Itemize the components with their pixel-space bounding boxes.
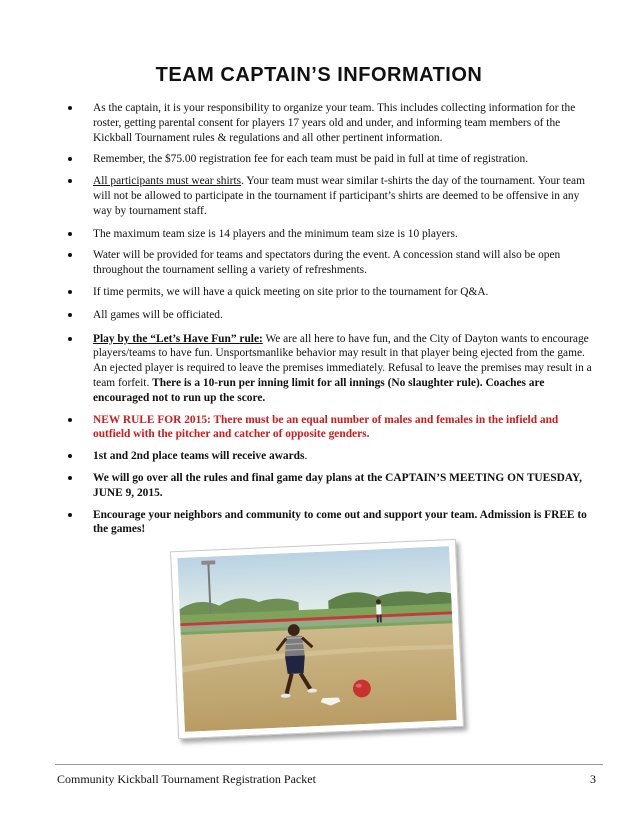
bullet-text: As the captain, it is your responsibility to organize your team. This includes collecting information for the roster, getting parental consent for players 17 years old and under, and informing team members of the Kickball Tournament rules & regulations and all other pertinent information.	[93, 102, 576, 144]
new-rule-text: NEW RULE FOR 2015: There must be an equal number of males and females in the infield and outfield with the pitcher and catcher of opposite genders.	[93, 413, 559, 441]
footer-rule	[55, 764, 603, 765]
bullet-text: If time permits, we will have a quick meeting on site prior to the tournament for Q&A.	[93, 285, 489, 298]
bullet-text: We are all here to have fun, and the City of Dayton wants to encourage players/teams to have fun. Unsportsmanlike behavior may result in that player being ejected from the game. An ejected player is required to leave the premises immediately. Refusal to leave the premises may result in a team forfeit.	[93, 332, 592, 389]
footer-text: Community Kickball Tournament Registration Packet	[57, 772, 316, 786]
bullet-text: . Your team must wear similar t-shirts the day of the tournament. Your team will not be allowed to participate in the tournament if participant’s shirts are deemed to be offensive in any way by tournament staff.	[93, 175, 585, 217]
list-item	[62, 449, 598, 464]
bullet-text: All games will be officiated.	[93, 308, 223, 321]
shirts-requirement: All participants must wear shirts	[93, 175, 242, 188]
run-limit-text: There is a 10-run per inning limit for all innings (No slaughter rule). Coaches are encouraged not to run up the score.	[93, 376, 545, 404]
bullet-text: Remember, the $75.00 registration fee for each team must be paid in full at time of registration.	[93, 153, 529, 166]
list-item	[62, 332, 598, 406]
bullet-text: .	[304, 450, 308, 463]
bullet-text: The maximum team size is 14 players and the minimum team size is 10 players.	[93, 227, 458, 240]
list-item	[62, 227, 598, 242]
list-item	[62, 152, 598, 167]
list-item	[62, 174, 598, 218]
captains-meeting-text: We will go over all the rules and final game day plans at the CAPTAIN’S MEETING ON TUESDAY, JUNE 9, 2015.	[93, 471, 583, 499]
captain-info-list	[62, 101, 598, 537]
list-item	[62, 101, 598, 145]
list-item	[62, 308, 598, 323]
list-item	[62, 471, 598, 501]
page-title: TEAM CAPTAIN’S INFORMATION	[155, 64, 483, 86]
bullet-text: Water will be provided for teams and spectators during the event. A concession stand will also be open throughout the tournament selling a variety of refreshments.	[93, 249, 561, 277]
list-item	[62, 413, 598, 443]
kickball-photo-illustration	[177, 546, 456, 732]
kickball-photo	[170, 539, 464, 739]
list-item	[62, 285, 598, 300]
list-item	[62, 248, 598, 278]
page-number: 3	[590, 772, 596, 786]
encourage-text: Encourage your neighbors and community to come out and support your team. Admission is FREE to the games!	[93, 508, 587, 536]
fun-rule-heading: Play by the “Let’s Have Fun” rule:	[93, 332, 263, 345]
awards-text: 1st and 2nd place teams will receive awards	[93, 450, 305, 463]
list-item	[62, 508, 598, 538]
